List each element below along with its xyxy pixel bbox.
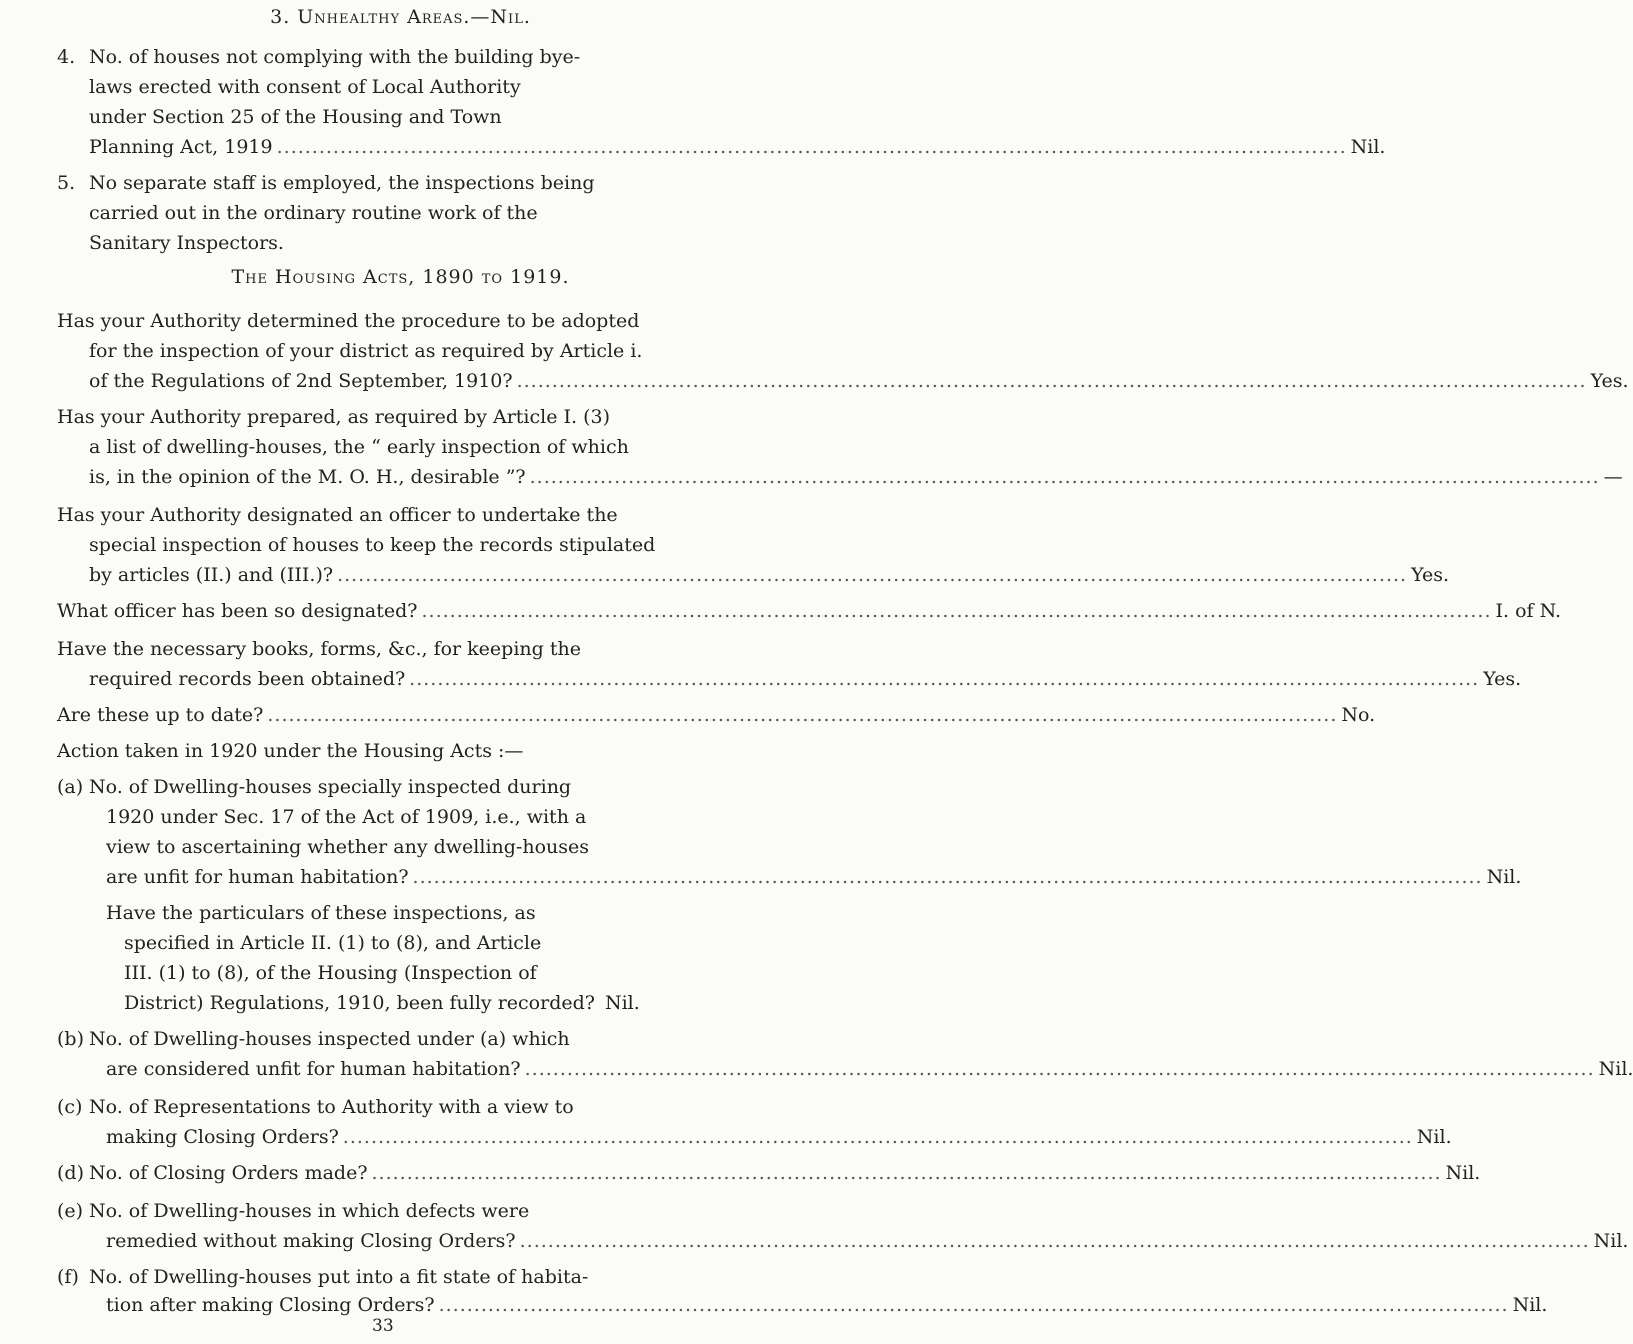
- leader-dots: [277, 132, 1347, 162]
- sub-item-line: view to ascertaining whether any dwelling-houses: [106, 836, 590, 858]
- item-number: 5.: [57, 172, 76, 194]
- answer-value: Yes.: [1590, 370, 1629, 392]
- sub-item-label: (c): [57, 1096, 83, 1118]
- page-number: 33: [372, 1316, 394, 1336]
- item-text-line: No separate staff is employed, the inspections being: [89, 172, 595, 194]
- answer-value: I. of N.: [1495, 600, 1562, 622]
- leader-dots: [422, 596, 1492, 626]
- answer-value: Nil.: [1512, 1294, 1548, 1316]
- question-line: Has your Authority designated an officer to undertake the: [57, 504, 618, 526]
- sub-item-line: are considered unfit for human habitation?: [106, 1058, 521, 1080]
- question-answer-row: [89, 366, 1629, 396]
- sub-item-line: remedied without making Closing Orders?: [106, 1230, 516, 1252]
- item-text-line: under Section 25 of the Housing and Town: [89, 106, 502, 128]
- question-answer-row: [89, 560, 1450, 590]
- action-intro: Action taken in 1920 under the Housing Acts :—: [57, 740, 524, 762]
- sub-item-line: specified in Article II. (1) to (8), and Article: [124, 932, 542, 954]
- question-line: a list of dwelling-houses, the “ early inspection of which: [89, 436, 629, 458]
- answer-value: Nil.: [1598, 1058, 1633, 1080]
- item-answer-row: [89, 132, 1386, 162]
- leader-dots: [530, 462, 1600, 492]
- leader-dots: [517, 366, 1587, 396]
- question-line: special inspection of houses to keep the records stipulated: [89, 534, 656, 556]
- item-text-line: laws erected with consent of Local Authority: [89, 76, 521, 98]
- sub-item-line: are unfit for human habitation?: [106, 866, 409, 888]
- answer-value: Yes.: [1483, 668, 1522, 690]
- question-answer-row: [57, 596, 1562, 626]
- sub-item-line: No. of Representations to Authority with a view to: [89, 1096, 574, 1118]
- item-number: 4.: [57, 46, 76, 68]
- question-line: Has your Authority determined the procedure to be adopted: [57, 310, 640, 332]
- sub-item-answer-row: [106, 1226, 1629, 1256]
- question-line: is, in the opinion of the M. O. H., desirable ”?: [89, 466, 526, 488]
- question-line: for the inspection of your district as required by Article i.: [89, 340, 643, 362]
- sub-item-label: (e): [57, 1200, 84, 1222]
- sub-item-line: District) Regulations, 1910, been fully recorded?: [124, 992, 595, 1014]
- question-line: Are these up to date?: [57, 704, 264, 726]
- leader-dots: [409, 664, 1479, 694]
- answer-value: Nil.: [1486, 866, 1522, 888]
- sub-item-line: No. of Dwelling-houses inspected under (a) which: [89, 1028, 570, 1050]
- answer-value: Nil.: [1416, 1126, 1452, 1148]
- leader-dots: [439, 1290, 1509, 1320]
- sub-item-line: No. of Dwelling-houses put into a fit state of habita-: [89, 1266, 589, 1288]
- sub-item-line: Have the particulars of these inspections, as: [106, 902, 536, 924]
- question-line: Has your Authority prepared, as required by Article I. (3): [57, 406, 611, 428]
- sub-item-answer-row: [106, 1290, 1548, 1320]
- leader-dots: [337, 560, 1407, 590]
- leader-dots: [520, 1226, 1590, 1256]
- question-line: required records been obtained?: [89, 668, 406, 690]
- sub-item-line: making Closing Orders?: [106, 1126, 339, 1148]
- sub-item-answer-row: [124, 988, 735, 1018]
- sub-item-line: No. of Dwelling-houses in which defects were: [89, 1200, 530, 1222]
- leader-dots: [267, 700, 1337, 730]
- question-line: by articles (II.) and (III.)?: [89, 564, 334, 586]
- answer-value: No.: [1341, 704, 1376, 726]
- leader-dots: [413, 862, 1483, 892]
- sub-item-line: tion after making Closing Orders?: [106, 1294, 435, 1316]
- sub-item-line: No. of Dwelling-houses specially inspected during: [89, 776, 572, 798]
- question-line: Have the necessary books, forms, &c., for keeping the: [57, 638, 581, 660]
- sub-item-line: No. of Closing Orders made?: [89, 1162, 368, 1184]
- answer-value: Nil.: [604, 992, 640, 1014]
- question-answer-row: [89, 462, 1623, 492]
- leader-dots: [525, 1054, 1595, 1084]
- answer-value: Nil.: [1593, 1230, 1629, 1252]
- sub-item-label: (d): [57, 1162, 84, 1184]
- answer-value: —: [1603, 466, 1623, 488]
- sub-item-label: (f): [57, 1266, 79, 1288]
- sub-item-line: III. (1) to (8), of the Housing (Inspection of: [124, 962, 537, 984]
- question-line: of the Regulations of 2nd September, 1910?: [89, 370, 513, 392]
- answer-value: Yes.: [1411, 564, 1450, 586]
- question-answer-row: [89, 664, 1522, 694]
- sub-item-answer-row: [89, 1158, 1481, 1188]
- sub-item-label: (a): [57, 776, 84, 798]
- answer-value: Nil.: [1445, 1162, 1481, 1184]
- leader-dots: [343, 1122, 1413, 1152]
- item-text-line: Planning Act, 1919: [89, 136, 273, 158]
- sub-item-answer-row: [106, 1122, 1452, 1152]
- sub-item-answer-row: [106, 862, 1522, 892]
- answer-value: Nil.: [1350, 136, 1386, 158]
- item-text-line: Sanitary Inspectors.: [89, 232, 284, 254]
- sub-item-line: 1920 under Sec. 17 of the Act of 1909, i.e., with a: [106, 806, 587, 828]
- leader-dots: [372, 1158, 1442, 1188]
- sub-item-label: (b): [57, 1028, 84, 1050]
- section-title: 3. Unhealthy Areas.—Nil.: [270, 6, 531, 28]
- acts-heading: The Housing Acts, 1890 to 1919.: [231, 266, 570, 288]
- question-line: What officer has been so designated?: [57, 600, 418, 622]
- item-text-line: No. of houses not complying with the building bye-: [89, 46, 581, 68]
- item-text-line: carried out in the ordinary routine work of the: [89, 202, 538, 224]
- question-answer-row: [57, 700, 1376, 730]
- sub-item-answer-row: [106, 1054, 1633, 1084]
